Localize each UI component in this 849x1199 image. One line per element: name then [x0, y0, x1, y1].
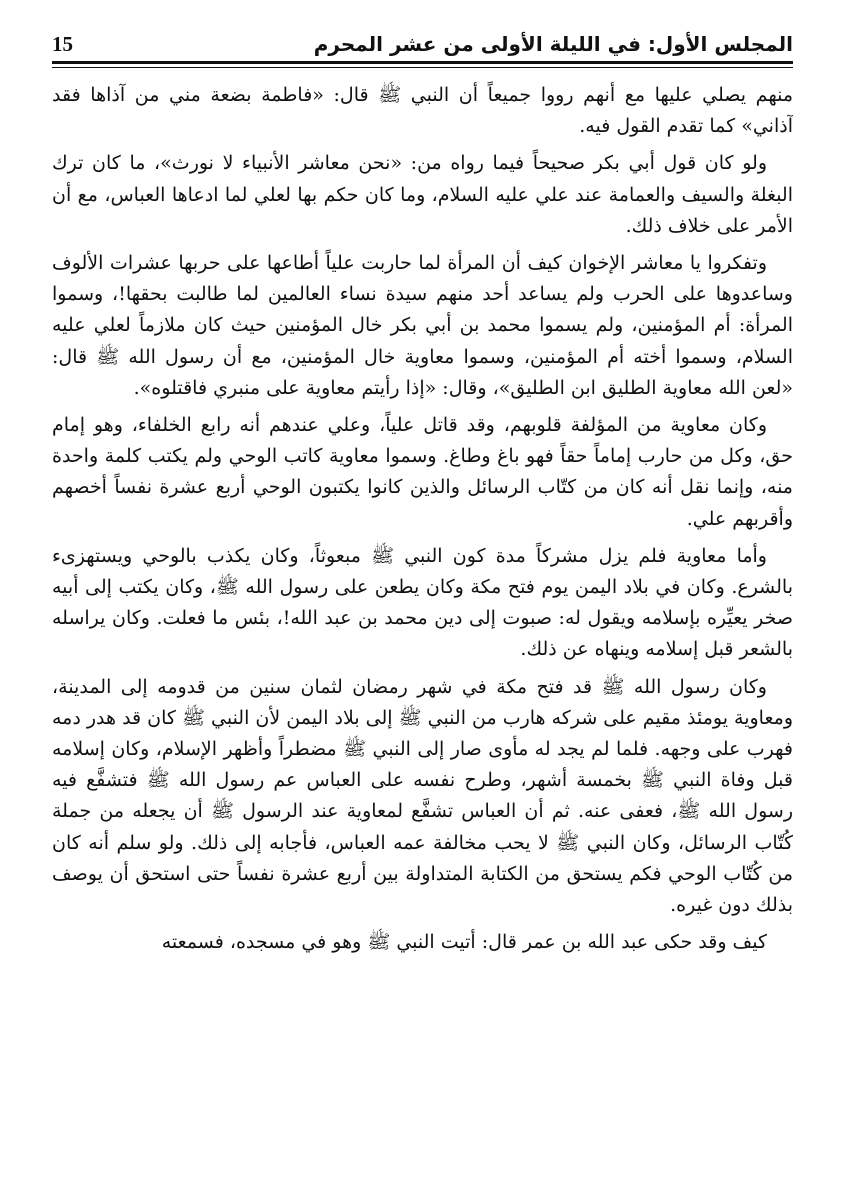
header-rule	[52, 61, 793, 64]
paragraph: ولو كان قول أبي بكر صحيحاً فيما رواه من: «نحن معاشر الأنبياء لا نورث»، ما كان ترك البغلة والسيف والعمامة عند علي عليه السلام، وما كان حكم بها لعلي لما ادعاها العباس، مع أن الأمر على خلاف ذلك.	[52, 152, 793, 237]
running-header	[52, 26, 793, 56]
paragraph: وكان معاوية من المؤلفة قلوبهم، وقد قاتل علياً، وعلي عندهم أنه رابع الخلفاء، وهو إمام حق، وكل من حارب إماماً حقاً فهو باغ وطاغ. وسموا معاوية كاتب الوحي ولم يكتب كلمة واحدة منه، وإنما نقل أنه كان من كتّاب الرسائل والذين كانوا يكتبون الوحي أربع عشرة نفساً أخصهم وأقربهم علي.	[52, 414, 793, 530]
paragraph: منهم يصلي عليها مع أنهم رووا جميعاً أن النبي ﷺ قال: «فاطمة بضعة مني من آذاها فقد آذاني» كما تقدم القول فيه.	[52, 84, 793, 138]
page-number: 15	[52, 32, 73, 56]
body-text	[52, 80, 793, 1179]
paragraph: وكان رسول الله ﷺ قد فتح مكة في شهر رمضان لثمان سنين من قدومه إلى المدينة، ومعاوية يومئذ مقيم على شركه هارب من النبي ﷺ إلى بلاد اليمن لأن النبي ﷺ كان قد هدر دمه فهرب على وجهه. فلما لم يجد له مأوى صار إلى النبي ﷺ مضطراً وأظهر الإسلام، وكان إسلامه قبل وفاة النبي ﷺ بخمسة أشهر، وطرح نفسه على العباس عم رسول الله ﷺ فتشفَّع فيه رسول الله ﷺ، فعفى عنه. ثم أن العباس تشفَّع لمعاوية عند الرسول ﷺ أن يجعله من جملة كُتّاب الرسائل، وكان النبي ﷺ لا يحب مخالفة عمه العباس، فأجابه إلى ذلك. ولو سلم أنه كان من كُتّاب الوحي فكم يستحق من الكتابة المتداولة بين أربع عشرة نفساً حتى استحق أن يوصف بذلك دون غيره.	[52, 675, 793, 917]
chapter-title: المجلس الأول: في الليلة الأولى من عشر المحرم	[313, 32, 793, 56]
paragraph: وتفكروا يا معاشر الإخوان كيف أن المرأة لما حاربت علياً أطاعها على حربها عشرات الألوف وساعدوها على الحرب ولم يساعد أحد منهم سيدة نساء العالمين لما طالبت بحقها!، وسموا المرأة: أم المؤمنين، ولم يسموا محمد بن أبي بكر خال المؤمنين حيث كان ملازماً لعلي عليه السلام، وسموا أخته أم المؤمنين، وسموا معاوية خال المؤمنين، مع أن رسول الله ﷺ قال: «لعن الله معاوية الطليق ابن الطليق»، وقال: «إذا رأيتم معاوية على منبري فاقتلوه».	[52, 252, 793, 399]
paragraph: وأما معاوية فلم يزل مشركاً مدة كون النبي ﷺ مبعوثاً، وكان يكذب بالوحي ويستهزىء بالشرع. وكان في بلاد اليمن يوم فتح مكة وكان يطعن على رسول الله ﷺ، وكان يكتب إلى أبيه صخر يعيِّره بإسلامه ويقول له: صبوت إلى دين محمد بن عبد الله!، بئس ما فعلت. وكان يراسله بالشعر قبل إسلامه وينهاه عن ذلك.	[52, 544, 793, 661]
header-rule-thin	[52, 67, 793, 68]
paragraph: كيف وقد حكى عبد الله بن عمر قال: أتيت النبي ﷺ وهو في مسجده، فسمعته	[161, 931, 767, 954]
